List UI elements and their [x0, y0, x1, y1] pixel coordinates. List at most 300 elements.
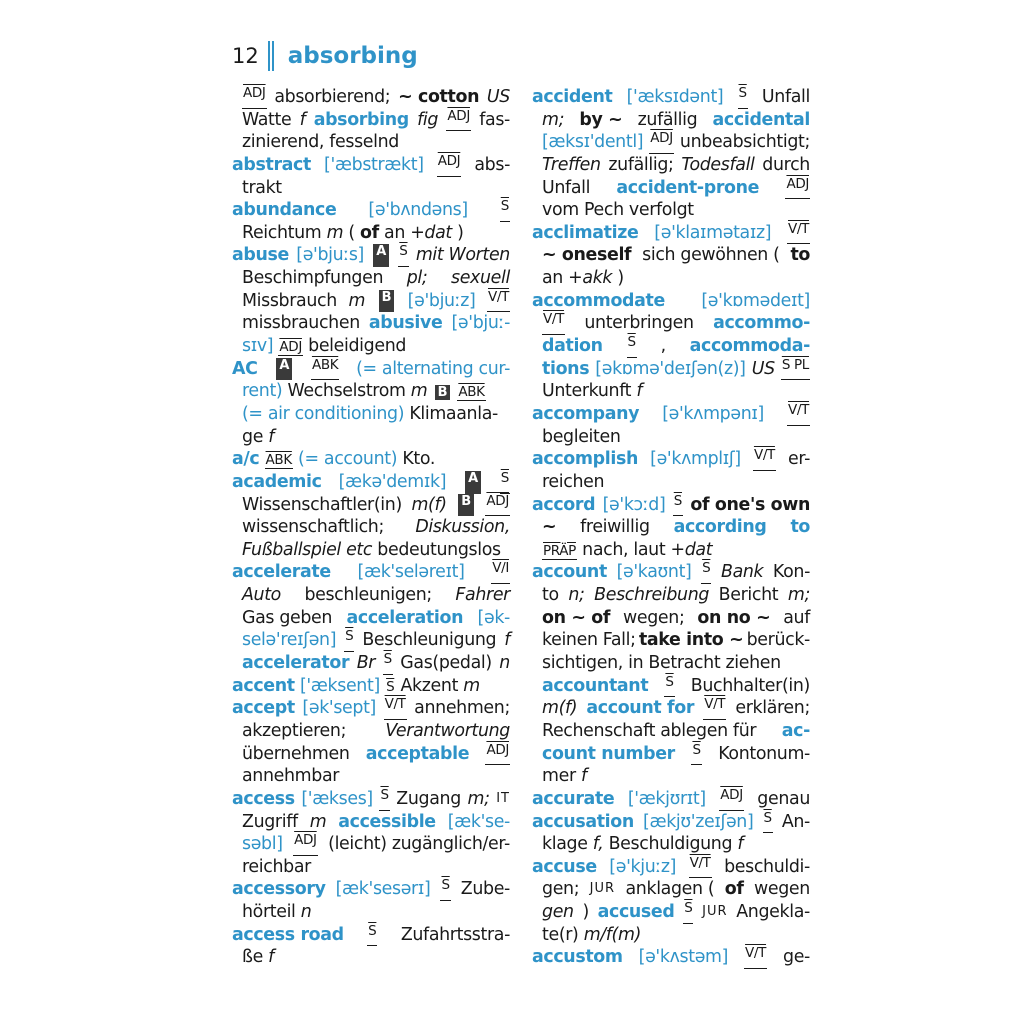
entry-line: [532, 267, 810, 290]
phonetic: [ək-: [477, 607, 510, 628]
entry-text: Beschuldigung: [608, 834, 733, 855]
gloss-link: rent): [242, 381, 283, 402]
italic-text: f: [268, 426, 275, 447]
phonetic: [ə'kʌmpənɪ]: [662, 403, 764, 424]
entry-text: Unfall: [761, 87, 810, 107]
headword: accent: [232, 675, 295, 696]
headword: accomplish: [532, 449, 639, 470]
entry-line: [532, 765, 810, 788]
entry-text: (leicht) zugänglich/er-: [328, 834, 510, 855]
phonetic: [ə'bjuːs]: [296, 245, 364, 266]
bold-phrase: ~: [542, 517, 557, 538]
grammar-label: $\overline{ADJ}$: [649, 131, 674, 154]
grammar-label: $\overline{S}$: [379, 788, 389, 811]
entry-line: [232, 267, 510, 290]
entry-text: annehmbar: [242, 766, 340, 787]
italic-text: n: [499, 653, 510, 674]
entry-text: Rechenschaft ablegen für: [542, 720, 757, 741]
grammar-label: $\overline{ADJ}$: [485, 494, 510, 517]
italic-text: sexuell: [451, 268, 510, 289]
headword: accompany: [532, 403, 640, 424]
headword: accustom: [532, 947, 623, 968]
headword: according: [673, 517, 767, 538]
entry-line: [532, 675, 810, 698]
headword: accident: [532, 87, 613, 107]
entry-line: [232, 629, 510, 652]
running-head: absorbing: [287, 43, 418, 69]
bold-phrase: ~ oneself: [542, 245, 632, 266]
entry-line: [532, 380, 810, 403]
italic-text: mit Worten: [415, 245, 510, 266]
grammar-label: PRÄP: [543, 542, 576, 559]
gloss-link: (= account): [298, 449, 398, 470]
entry-text: Buchhalter(in): [690, 675, 810, 696]
entry-text: Beschimpfungen: [242, 268, 384, 289]
entry-text: ,: [660, 336, 666, 357]
entry-line: [232, 652, 510, 675]
entry-line: [232, 539, 510, 562]
phonetic: [ək'sept]: [302, 698, 376, 719]
entry-line: [232, 788, 510, 811]
entry-text: berück-: [746, 630, 810, 651]
italic-text: +dat: [670, 539, 713, 560]
entry-text: wissenschaftlich;: [242, 517, 384, 538]
entry-text: wegen: [754, 879, 810, 900]
domain-label: IT: [496, 790, 510, 806]
headword: account: [532, 562, 607, 583]
entry-text: Kontonum-: [718, 743, 810, 764]
grammar-label: V/T: [703, 697, 726, 720]
grammar-label: $\overline{S}$: [440, 878, 450, 901]
entry-line: [232, 109, 510, 132]
italic-text: Br: [356, 653, 376, 674]
entry-line: [532, 878, 810, 901]
headword: accelerate: [232, 562, 331, 583]
entry-line: [232, 290, 510, 313]
italic-text: f: [299, 109, 306, 130]
headword: absorbing: [313, 109, 409, 130]
entry-line: [232, 924, 510, 947]
headword: accord: [532, 494, 596, 515]
grammar-label: $\overline{ADJ}$: [293, 833, 318, 856]
entry-line: [532, 222, 810, 245]
entry-text: annehmen;: [414, 698, 510, 719]
entry-line: [532, 788, 810, 811]
entry-line: [232, 561, 510, 584]
entry-line: [532, 494, 810, 517]
grammar-label: $\overline{S}$: [500, 471, 510, 494]
entry-text: klage: [542, 834, 588, 855]
entry-line: [532, 561, 810, 584]
headword: acceleration: [346, 607, 464, 628]
grammar-label: $\overline{S}$: [763, 811, 773, 834]
grammar-label: $\overline{S}$: [683, 901, 693, 924]
bold-phrase: of one's own: [690, 494, 810, 515]
domain-label: JUR: [702, 904, 728, 920]
grammar-label: V/T: [487, 290, 510, 313]
entry-line: [232, 448, 510, 471]
italic-text: m;: [467, 788, 490, 809]
bold-phrase: of: [724, 879, 744, 900]
italic-text: +dat: [410, 222, 452, 243]
entry-text: missbrauchen: [242, 313, 360, 334]
grammar-label: $\overline{ABK}$: [265, 452, 292, 469]
entry-text: Wechselstrom: [287, 381, 406, 402]
entry-line: [232, 720, 510, 743]
phonetic: sɪv]: [242, 336, 274, 357]
phonetic: [ə'bjuː-: [451, 313, 510, 334]
headword: accommodate: [532, 290, 665, 311]
entry-line: [232, 811, 510, 834]
entry-text: genau: [757, 788, 810, 809]
phonetic: [ækə'demɪk]: [338, 471, 447, 492]
bold-phrase: to: [790, 245, 810, 266]
entry-text: Reichtum: [242, 222, 322, 243]
entry-text: An-: [781, 811, 810, 832]
grammar-label: $\overline{S}$: [701, 561, 711, 584]
phonetic: [æk'seləreɪt]: [357, 562, 465, 583]
entry-line: [532, 652, 810, 675]
entry-text: ße: [242, 947, 263, 968]
entry-text: keinen Fall;: [542, 630, 636, 651]
entry-text: reichbar: [242, 856, 311, 877]
italic-text: fig: [417, 109, 439, 130]
entry-line: [232, 312, 510, 335]
entry-text: erklären;: [735, 698, 810, 719]
italic-text: US: [486, 87, 510, 107]
phonetic: [ə'kʌstəm]: [638, 947, 729, 968]
grammar-label: $\overline{S}$: [344, 629, 354, 652]
entry-line: [232, 856, 510, 879]
entry-line: [232, 177, 510, 200]
entry-text: Klimaanla-: [409, 403, 498, 424]
header-divider: [268, 41, 274, 71]
gloss-link: (= alternating cur-: [356, 358, 510, 379]
entry-text: trakt: [242, 177, 282, 198]
italic-text: m(f): [411, 494, 447, 515]
entry-text: zinierend, fesselnd: [242, 132, 399, 153]
entry-line: [232, 426, 510, 449]
entry-line: [532, 811, 810, 834]
grammar-label: $\overline{ABK}$: [458, 384, 485, 401]
italic-text: f: [636, 381, 643, 402]
grammar-label: V/T: [689, 856, 712, 879]
entry-line: [232, 878, 510, 901]
entry-line: [232, 516, 510, 539]
entry-line: [532, 131, 810, 154]
italic-text: f,: [592, 834, 604, 855]
headword: accommo-: [713, 313, 810, 334]
italic-text: f: [737, 834, 744, 855]
italic-text: m;: [542, 109, 565, 130]
entry-line: [532, 924, 810, 947]
entry-line: [532, 177, 810, 200]
entry-text: ge-: [783, 947, 810, 968]
entry-text: to: [542, 585, 559, 606]
grammar-label: $\overline{ADJ}$: [437, 154, 462, 177]
entry-line: [232, 675, 510, 698]
headword: academic: [232, 471, 322, 492]
entry-line: [532, 471, 810, 494]
entry-text: unbeabsichtigt;: [679, 132, 810, 153]
grammar-label: V/T: [542, 312, 565, 335]
entry-line: [532, 199, 810, 222]
grammar-label: $\overline{S}$: [500, 199, 510, 222]
phonetic: [æk'se-: [447, 811, 510, 832]
italic-text: Fahrer: [455, 585, 510, 606]
entry-text: begleiten: [542, 426, 621, 447]
grammar-label: $\overline{S}$: [673, 494, 683, 517]
italic-text: n;: [568, 585, 585, 606]
grammar-label: $\overline{ADJ}$: [785, 177, 810, 200]
italic-text: Diskussion,: [415, 517, 510, 538]
phonetic: [ə'kaʊnt]: [616, 562, 692, 583]
entry-line: [232, 471, 510, 494]
entry-line: [532, 244, 810, 267]
entry-line: [232, 743, 510, 766]
sense-marker: A: [276, 358, 292, 381]
italic-text: +akk: [568, 268, 613, 289]
right-column: [532, 86, 810, 969]
entry-text: Beschleunigung: [362, 630, 497, 651]
grammar-label: V/T: [753, 448, 776, 471]
bold-phrase: ~ cotton: [398, 87, 480, 107]
grammar-label: $\overline{S}$: [398, 244, 408, 267]
entry-text: nach, laut: [582, 539, 666, 560]
headword: count number: [542, 743, 675, 764]
phonetic: [ə'kɒmədeɪt]: [701, 290, 810, 311]
entry-text: Zufahrtsstra-: [400, 924, 510, 945]
headword: accusation: [532, 811, 634, 832]
entry-text: Gas(pedal): [400, 653, 492, 674]
entry-line: [232, 584, 510, 607]
grammar-label: $\overline{ABK}$: [311, 358, 339, 381]
headword: accurate: [532, 788, 615, 809]
headword: accelerator: [242, 653, 350, 674]
entry-line: [232, 765, 510, 788]
entry-line: [532, 86, 810, 109]
headword: access: [232, 788, 295, 809]
headword: accountant: [542, 675, 649, 696]
italic-text: m: [309, 811, 327, 832]
sense-marker: A: [465, 471, 481, 494]
grammar-label: $\overline{S}$: [383, 652, 393, 675]
grammar-label: V/I: [491, 561, 510, 584]
entry-line: [232, 131, 510, 154]
entry-text: durch: [762, 154, 810, 175]
entry-line: [532, 539, 810, 562]
phonetic: [ə'bʌndəns]: [368, 200, 468, 221]
grammar-label: $\overline{S}$: [664, 675, 674, 698]
italic-text: Bank: [721, 562, 764, 583]
entry-text: mer: [542, 766, 576, 787]
grammar-label: V/T: [384, 697, 407, 720]
entry-line: [532, 358, 810, 381]
italic-text: f: [580, 766, 587, 787]
entry-text: unterbringen: [584, 313, 694, 334]
phonetic: ['æksent]: [299, 675, 380, 696]
entry-text: abs-: [474, 154, 510, 175]
left-column: [232, 86, 510, 969]
entry-text: freiwillig: [580, 517, 650, 538]
entry-text: Zugang: [396, 788, 461, 809]
entry-text: Kon-: [772, 562, 810, 583]
entry-text: Watte: [242, 109, 292, 130]
bold-phrase: on no ~: [697, 607, 771, 628]
sense-marker: B: [379, 290, 395, 313]
entry-text: absorbierend;: [274, 87, 391, 107]
grammar-label: V/T: [744, 946, 767, 969]
entry-text: ): [457, 222, 464, 243]
entry-text: beschleunigen;: [304, 585, 432, 606]
phonetic: [æk'sesərɪ]: [335, 879, 431, 900]
entry-text: wegen;: [623, 607, 685, 628]
entry-text: er-: [788, 449, 810, 470]
italic-text: m: [348, 290, 366, 311]
entry-line: [532, 946, 810, 969]
entry-line: [532, 856, 810, 879]
bold-phrase: of: [360, 222, 379, 243]
headword: a/c: [232, 449, 260, 470]
entry-line: [532, 607, 810, 630]
headword: abstract: [232, 154, 311, 175]
page-header: [232, 36, 418, 76]
entry-text: Zube-: [460, 879, 510, 900]
entry-line: [232, 607, 510, 630]
entry-text: te(r): [542, 924, 579, 945]
entry-line: [232, 358, 510, 381]
bold-phrase: take into ~: [638, 630, 744, 651]
headword: acceptable: [365, 743, 470, 764]
entry-text: an: [542, 268, 563, 289]
entry-line: [532, 901, 810, 924]
italic-text: pl;: [406, 268, 428, 289]
entry-line: [532, 426, 810, 449]
entry-text: bedeutungslos: [377, 539, 501, 560]
grammar-label: V/T: [787, 403, 810, 426]
entry-text: anklagen (: [625, 879, 715, 900]
page-number: 12: [232, 44, 259, 68]
entry-line: [232, 380, 510, 403]
headword: dation: [542, 336, 603, 357]
italic-text: m: [410, 381, 428, 402]
italic-text: m: [326, 222, 344, 243]
domain-label: JUR: [589, 881, 616, 897]
entry-text: an: [384, 222, 405, 243]
entry-text: beschuldi-: [724, 856, 810, 877]
phonetic: ['ækses]: [301, 788, 373, 809]
phonetic: [ə'kɔːd]: [602, 494, 666, 515]
entry-line: [532, 448, 810, 471]
headword: accused: [597, 902, 675, 923]
entry-line: [532, 697, 810, 720]
entry-text: Unfall: [542, 177, 591, 198]
entry-line: [232, 494, 510, 517]
phonetic: ['ækjʊrɪt]: [627, 788, 706, 809]
entry-text: reichen: [542, 471, 605, 492]
entry-line: [532, 154, 810, 177]
italic-text: Auto: [242, 585, 281, 606]
grammar-label: $\overline{ADJ}$: [485, 743, 510, 766]
entry-text: (: [348, 222, 355, 243]
entry-text: Wissenschaftler(in): [242, 494, 402, 515]
phonetic: [ə'klaɪmətaɪz]: [654, 222, 772, 243]
entry-line: [532, 109, 810, 132]
entry-line: [232, 697, 510, 720]
phonetic: ['æksɪdənt]: [626, 87, 724, 107]
entry-line: [232, 946, 510, 969]
entry-line: [532, 335, 810, 358]
grammar-label: $\overline{S}$: [738, 86, 748, 109]
headword: tions: [542, 358, 590, 379]
headword: accessible: [338, 811, 436, 832]
entry-line: [532, 516, 810, 539]
grammar-label: V/T: [787, 222, 810, 245]
entry-line: [232, 335, 510, 358]
headword: abusive: [368, 313, 443, 334]
sense-marker: B: [458, 494, 474, 517]
italic-text: Fußballspiel etc: [242, 539, 373, 560]
entry-line: [532, 290, 810, 313]
entry-line: [232, 833, 510, 856]
entry-line: [532, 833, 810, 856]
entry-text: gen;: [542, 879, 580, 900]
italic-text: f: [504, 630, 510, 651]
entry-text: zufällig: [637, 109, 698, 130]
headword: ac-: [781, 720, 810, 741]
italic-text: Treffen: [542, 154, 601, 175]
entry-line: [532, 312, 810, 335]
phonetic: [æksɪ'dentl]: [542, 132, 644, 153]
headword: acclimatize: [532, 222, 639, 243]
entry-line: [232, 222, 510, 245]
italic-text: Beschreibung: [594, 585, 710, 606]
grammar-label: $\overline{S}$: [691, 743, 701, 766]
entry-text: auf: [783, 607, 810, 628]
entry-line: [232, 86, 510, 109]
bold-phrase: on ~ of: [542, 607, 611, 628]
entry-text: Missbrauch: [242, 290, 337, 311]
headword: accept: [232, 698, 295, 719]
entry-text: ): [617, 268, 624, 289]
entry-text: ge: [242, 426, 264, 447]
sense-marker: A: [373, 244, 389, 267]
entry-text: sichtigen, in Betracht ziehen: [542, 653, 781, 674]
italic-text: f: [268, 947, 274, 968]
entry-line: [232, 901, 510, 924]
entry-text: Bericht: [718, 585, 779, 606]
sense-marker: B: [435, 385, 451, 400]
italic-text: Todesfall: [681, 154, 755, 175]
entry-text: Gas geben: [242, 607, 333, 628]
entry-text: übernehmen: [242, 743, 350, 764]
italic-text: m(f): [542, 698, 578, 719]
entry-line: [232, 199, 510, 222]
entry-text: sich gewöhnen (: [642, 245, 780, 266]
entry-line: [232, 244, 510, 267]
grammar-label: $\overline{ADJ}$: [279, 339, 302, 356]
entry-text: Kto.: [402, 449, 436, 470]
entry-text: ): [582, 902, 589, 923]
grammar-label: $\overline{ADJ}$: [242, 86, 267, 109]
phonetic: səbl]: [242, 834, 283, 855]
entry-text: vom Pech verfolgt: [542, 200, 694, 221]
entry-line: [232, 403, 510, 426]
italic-text: m: [463, 675, 480, 696]
phonetic: [ækjʊ'zeɪʃən]: [643, 811, 754, 832]
italic-text: m;: [787, 585, 810, 606]
entry-text: beleidigend: [308, 336, 407, 357]
